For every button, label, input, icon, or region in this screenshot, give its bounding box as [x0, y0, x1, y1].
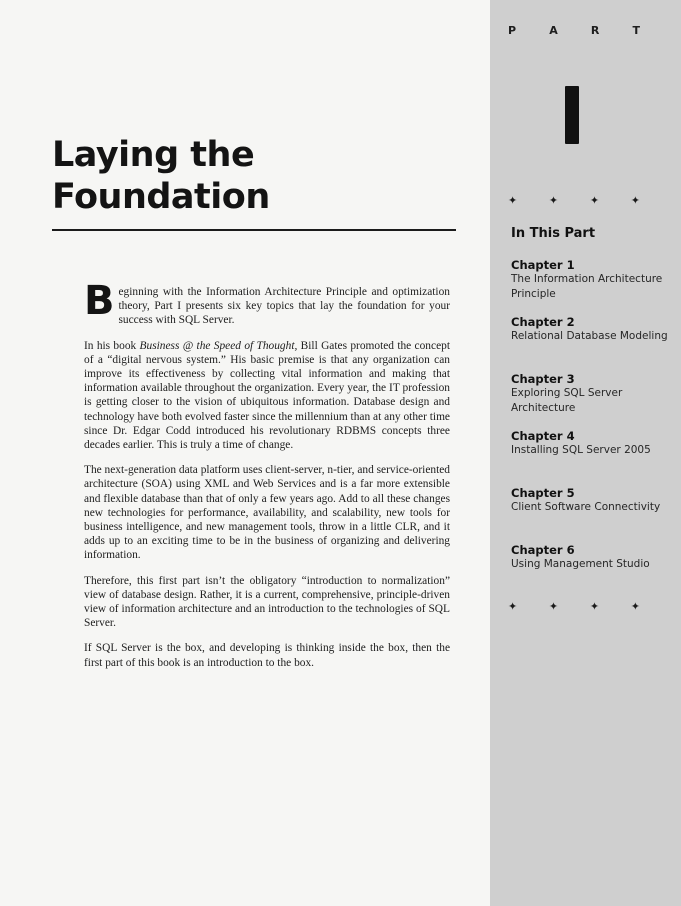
- book-title: Business @ the Speed of Thought,: [139, 339, 298, 352]
- page-title: [52, 134, 472, 218]
- intro-text: [84, 278, 450, 681]
- diamond-icon: ✦: [508, 600, 518, 613]
- paragraph-1: Beginning with the Information Architecture Principle and optimization theory, Part I presents six key topics that lay the foundation for your success with SQL Server.: [84, 278, 450, 327]
- chapter-item: Chapter 6 Using Management Studio: [511, 543, 650, 570]
- title-rule: [52, 229, 456, 231]
- title-line-1: Laying the: [52, 135, 255, 175]
- diamond-icon: ✦: [508, 194, 518, 207]
- chapter-item: Chapter 2 Relational Database Modeling: [511, 315, 668, 342]
- paragraph-3: The next-generation data platform uses client-server, n-tier, and service-oriented architecture (SOA) using XML and Web Services and is a far more extensible and flexible database than that of only a few years ago. Add to all these changes new technologies for performance, availability, and scalability, new tools for business intelligence, and new management tools, throw in a little CLR, and it adds up to an exciting time to be in the business of organizing and delivering information.: [84, 464, 450, 562]
- chapter-item: Chapter 1 The Information Architecture Principle: [511, 258, 663, 300]
- paragraph-5: If SQL Server is the box, and developing is thinking inside the box, then the first part of this book is an introduction to the box.: [84, 642, 450, 669]
- diamond-divider-top: [508, 194, 640, 207]
- part-number: [565, 86, 581, 148]
- paragraph-4: Therefore, this first part isn’t the obligatory “introduction to normalization” view of database design. Rather, it is a current, comprehensive, principle-driven view of information architecture and an introduction to the technologies of SQL Server.: [84, 574, 450, 630]
- diamond-icon: ✦: [548, 600, 559, 613]
- chapter-item: Chapter 3 Exploring SQL Server Architecture: [511, 372, 623, 414]
- diamond-icon: ✦: [630, 600, 640, 613]
- diamond-divider-bottom: [508, 600, 640, 613]
- diamond-icon: ✦: [630, 194, 640, 207]
- in-this-part-heading: In This Part: [511, 226, 596, 241]
- chapter-item: Chapter 4 Installing SQL Server 2005: [511, 429, 651, 456]
- diamond-icon: ✦: [589, 194, 600, 207]
- part-label: P A R T: [508, 24, 640, 37]
- paragraph-2: In his book Business @ the Speed of Thought, Bill Gates promoted the concept of a “digital nervous system.” His basic premise is that any organization can improve its effectiveness by collecting vital information and making that information available throughout the organization. Every year, the IT profession is getting closer to the vision of ubiquitous information. Database design and technology have both evolved faster since the millennium than at any other time since Dr. Edgar Codd introduced his revolutionary RDBMS concepts three decades earlier. This is truly a time of change.: [84, 339, 450, 452]
- chapter-list: [511, 258, 676, 600]
- diamond-icon: ✦: [589, 600, 600, 613]
- drop-cap: B: [84, 278, 115, 324]
- title-line-2: Foundation: [52, 177, 270, 217]
- chapter-item: Chapter 5 Client Software Connectivity: [511, 486, 661, 513]
- diamond-icon: ✦: [548, 194, 559, 207]
